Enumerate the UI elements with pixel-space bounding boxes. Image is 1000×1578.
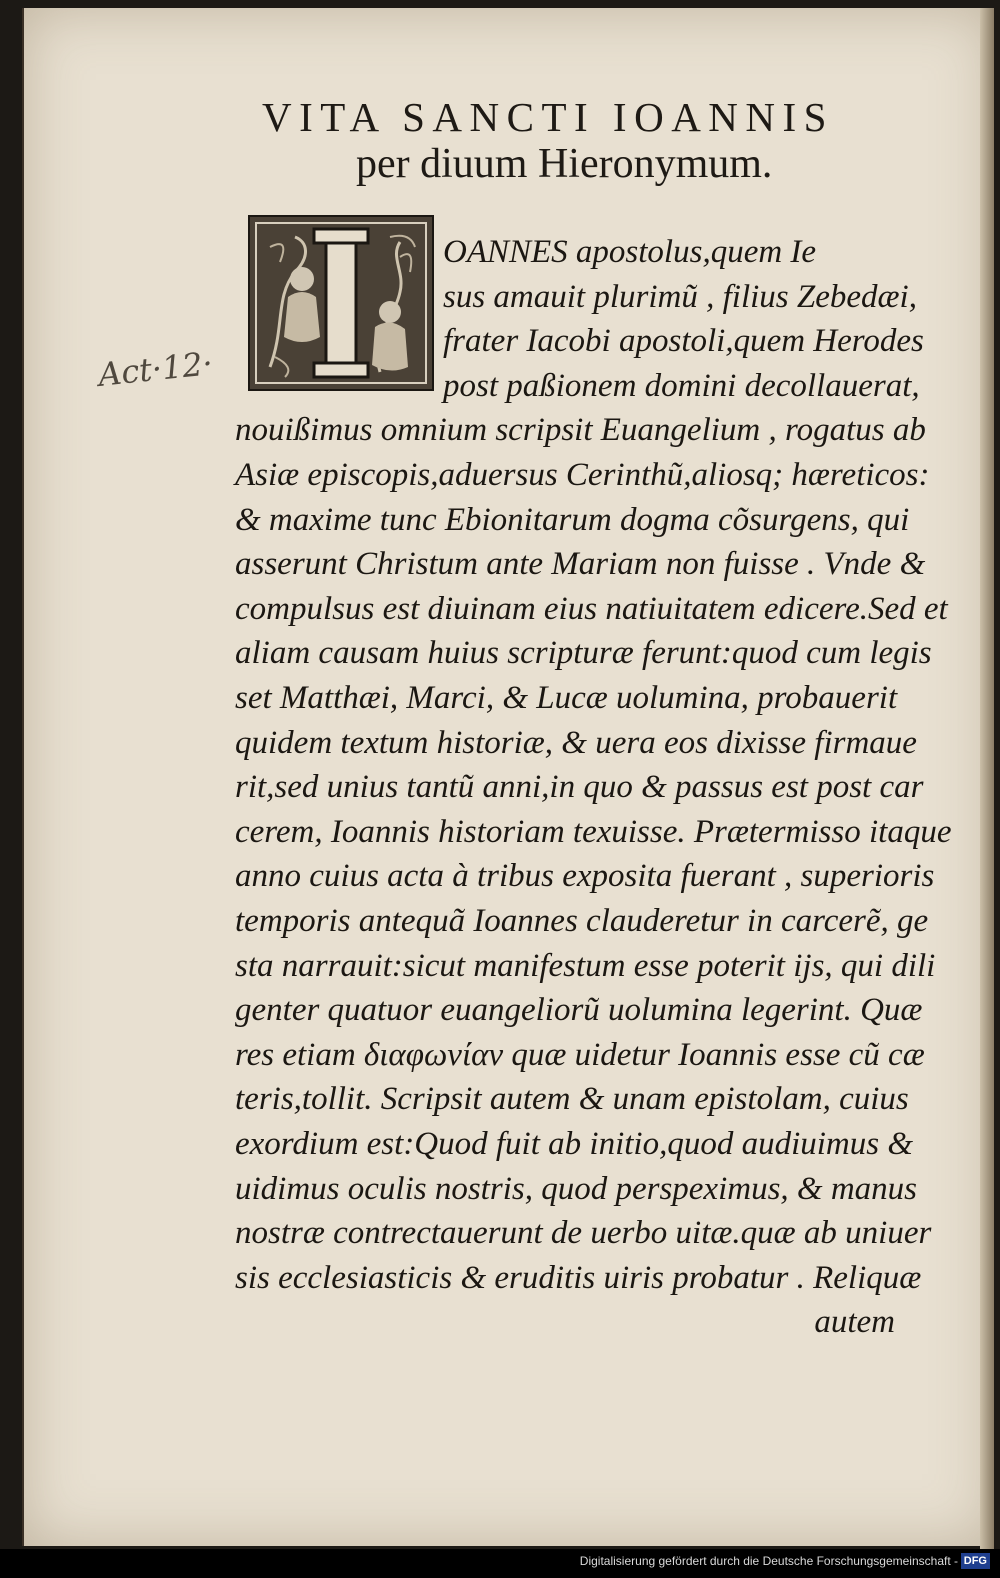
text-line: sus amauit plurimũ , filius Zebedæi,	[443, 278, 917, 315]
margin-note: Act·12·	[96, 344, 215, 394]
text-line: aliam causam huius scripturæ ferunt:quod cum legis	[235, 635, 932, 672]
text-line: rit,sed unius tantũ anni,in quo & passus est post car	[235, 769, 924, 806]
text-line: autem	[814, 1304, 895, 1341]
text-line: nouißimus omnium scripsit Euangelium , rogatus ab	[235, 412, 926, 449]
text-line: sta narrauit:sicut manifestum esse poterit ijs, qui dili	[235, 947, 936, 984]
text-line: compulsus est diuinam eius natiuitatem edicere.Sed et	[235, 590, 948, 627]
text-line: sis ecclesiasticis & eruditis uiris probatur . Reliquæ	[235, 1259, 922, 1296]
text-line: & maxime tunc Ebionitarum dogma cõsurgens, qui	[235, 501, 910, 538]
footer-credit: Digitalisierung gefördert durch die Deutsche Forschungsgemeinschaft -	[579, 1554, 958, 1568]
text-line: res etiam διαφωνίαν quæ uidetur Ioannis esse cũ cæ	[235, 1036, 925, 1073]
text-line: exordium est:Quod fuit ab initio,quod audiuimus &	[235, 1126, 913, 1162]
text-line: teris,tollit. Scripsit autem & unam epistolam, cuius	[235, 1081, 909, 1118]
text-line: OANNES apostolus,quem Ie	[443, 234, 817, 270]
text-line: uidimus oculis nostris, quod perspeximus, & manus	[235, 1170, 918, 1207]
text-line: nostræ contrectauerunt de uerbo uitæ.quæ ab uniuer	[235, 1215, 932, 1252]
title-line-1: VITA SANCTI IOANNIS	[262, 94, 834, 140]
text-line: asserunt Christum ante Mariam non fuisse . Vnde &	[235, 546, 926, 583]
text-line: genter quatuor euangeliorũ uolumina legerint. Quæ	[235, 992, 923, 1029]
text-line: Asiæ episcopis,aduersus Cerinthũ,aliosq; hæreticos:	[235, 457, 930, 493]
text-line: set Matthæi, Marci, & Lucæ uolumina, probauerit	[235, 680, 898, 716]
page-edge	[980, 8, 994, 1554]
text-line: cerem, Ioannis historiam texuisse. Prætermisso itaque	[235, 813, 952, 850]
text-line: anno cuius acta à tribus exposita fuerant , superioris	[235, 858, 935, 895]
text-line: frater Iacobi apostoli,quem Herodes	[443, 323, 924, 360]
title-line-2: per diuum Hieronymum.	[356, 141, 773, 187]
decorated-initial-icon	[248, 215, 434, 391]
text-line: temporis antequã Ioannes clauderetur in carcerẽ, ge	[235, 903, 929, 939]
text-line: post paßionem domini decollauerat,	[443, 367, 920, 404]
dfg-logo-icon: DFG	[961, 1553, 990, 1569]
text-line: quidem textum historiæ, & uera eos dixisse firmaue	[235, 724, 917, 761]
